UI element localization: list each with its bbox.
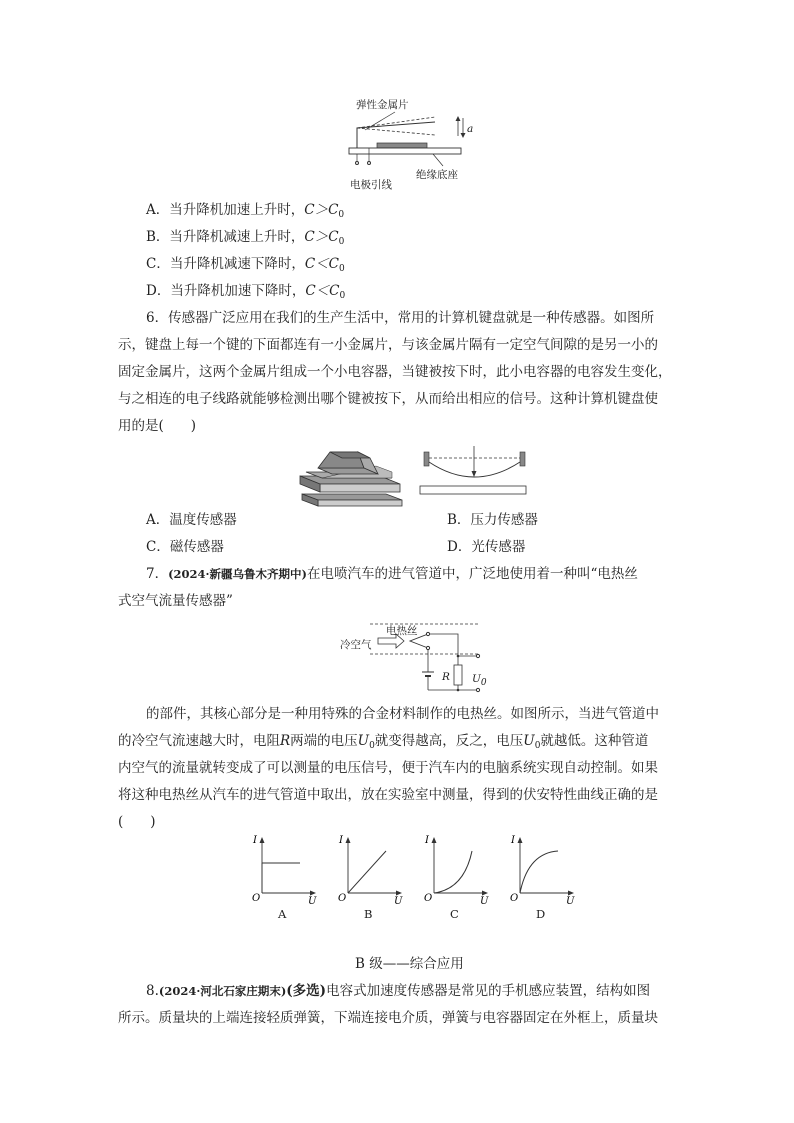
label-u: U <box>480 896 489 907</box>
iu-graph-b <box>336 835 406 905</box>
q5-option-d: D．当升降机加速下降时，$C<C_0$ <box>146 283 346 301</box>
iu-curve <box>434 851 472 893</box>
graph-label-b: B <box>364 907 373 921</box>
label-u: U <box>394 896 403 907</box>
q7-para-line-5: ( ) <box>118 814 156 830</box>
iu-curve <box>348 851 386 893</box>
q7-para-line-2: 的冷空气流速越大时，电阻R两端的电压$U_0$就变得越高，反之，电压$U_0$就越低。这种管道 <box>118 733 649 751</box>
label-u: U <box>308 896 317 907</box>
iu-graph-c <box>422 835 492 905</box>
axis-i-arrow <box>260 837 265 843</box>
label-i: I <box>339 835 343 846</box>
axis-i-arrow <box>432 837 437 843</box>
q6-option-b: B．压力传感器 <box>447 512 538 528</box>
axis-u-arrow <box>396 891 402 896</box>
label-origin: O <box>252 893 261 904</box>
q7-para-line-4: 将这种电热丝从汽车的进气管道中取出，放在实验室中测量，得到的伏安特性曲线正确的是 <box>118 787 658 803</box>
label-heating-wire: 电热丝 <box>386 625 418 637</box>
label-voltage-u0: $U_0$ <box>472 673 487 688</box>
iu-graph-a <box>250 835 320 905</box>
label-u: U <box>566 896 575 907</box>
label-origin: O <box>510 893 519 904</box>
q8-line-2: 所示。质量块的上端连接轻质弹簧，下端连接电介质，弹簧与电容器固定在外框上，质量块 <box>118 1010 658 1026</box>
iu-curve <box>520 851 558 893</box>
axis-u-arrow <box>310 891 316 896</box>
graph-label-a: A <box>278 907 287 921</box>
axis-i-arrow <box>346 837 351 843</box>
q6-option-c: C．磁传感器 <box>146 539 224 555</box>
q6-line-3: 固定金属片，这两个金属片组成一个小电容器，当键被按下时，此小电容器的电容发生变化， <box>118 364 672 380</box>
label-insulating-base: 绝缘底座 <box>416 169 458 181</box>
q7-para-line-1: 的部件，其核心部分是一种用特殊的合金材料制作的电热丝。如图所示，当进气管道中 <box>146 706 659 722</box>
q5-option-a: A．当升降机加速上升时，$C>C_0$ <box>146 202 345 220</box>
axis-i-arrow <box>518 837 523 843</box>
label-electrode-lead: 电极引线 <box>350 179 392 191</box>
q6-line-1: 6．传感器广泛应用在我们的生产生活中，常用的计算机键盘就是一种传感器。如图所 <box>146 310 655 326</box>
q5-option-c: C．当升降机减速下降时，$C<C_0$ <box>146 256 345 274</box>
q6-line-4: 与之相连的电子线路就能够检测出哪个键被按下，从而给出相应的信号。这种计算机键盘使 <box>118 391 658 407</box>
section-b-heading: B 级——综合应用 <box>355 956 464 972</box>
q6-line-2: 示，键盘上每一个键的下面都连有一小金属片，与该金属片隔有一定空气间隙的是另一小的 <box>118 337 658 353</box>
label-cold-air: 冷空气 <box>340 639 372 651</box>
q5-option-b: B．当升降机减速上升时，$C>C_0$ <box>146 229 345 247</box>
label-origin: O <box>424 893 433 904</box>
q7-para-line-3: 内空气的流量就转变成了可以测量的电压信号，便于汽车内的电脑系统实现自动控制。如果 <box>118 760 658 776</box>
capacitor-figure <box>345 110 475 160</box>
q8-line-1: 8.(2024·河北石家庄期末)(多选)电容式加速度传感器是常见的手机感应装置，结构如图 <box>146 983 651 999</box>
graph-label-c: C <box>450 907 459 921</box>
label-spring-sheet: 弹性金属片 <box>356 99 409 111</box>
label-resistor-r: R <box>442 671 450 683</box>
label-acceleration-a: a <box>467 123 474 135</box>
keyboard-key-figure <box>296 442 536 506</box>
axis-u-arrow <box>568 891 574 896</box>
label-i: I <box>425 835 429 846</box>
q7-line-1: 7．(2024·新疆乌鲁木齐期中)在电喷汽车的进气管道中，广泛地使用着一种叫“电热丝 <box>146 566 638 582</box>
iu-graph-d <box>508 835 578 905</box>
axis-u-arrow <box>482 891 488 896</box>
label-i: I <box>253 835 257 846</box>
label-origin: O <box>338 893 347 904</box>
graph-label-d: D <box>536 907 546 921</box>
q6-option-a: A．温度传感器 <box>146 512 237 528</box>
q6-option-d: D．光传感器 <box>447 539 526 555</box>
q7-line-2: 式空气流量传感器” <box>118 593 233 609</box>
label-i: I <box>511 835 515 846</box>
q6-line-5: 用的是( ) <box>118 418 197 434</box>
